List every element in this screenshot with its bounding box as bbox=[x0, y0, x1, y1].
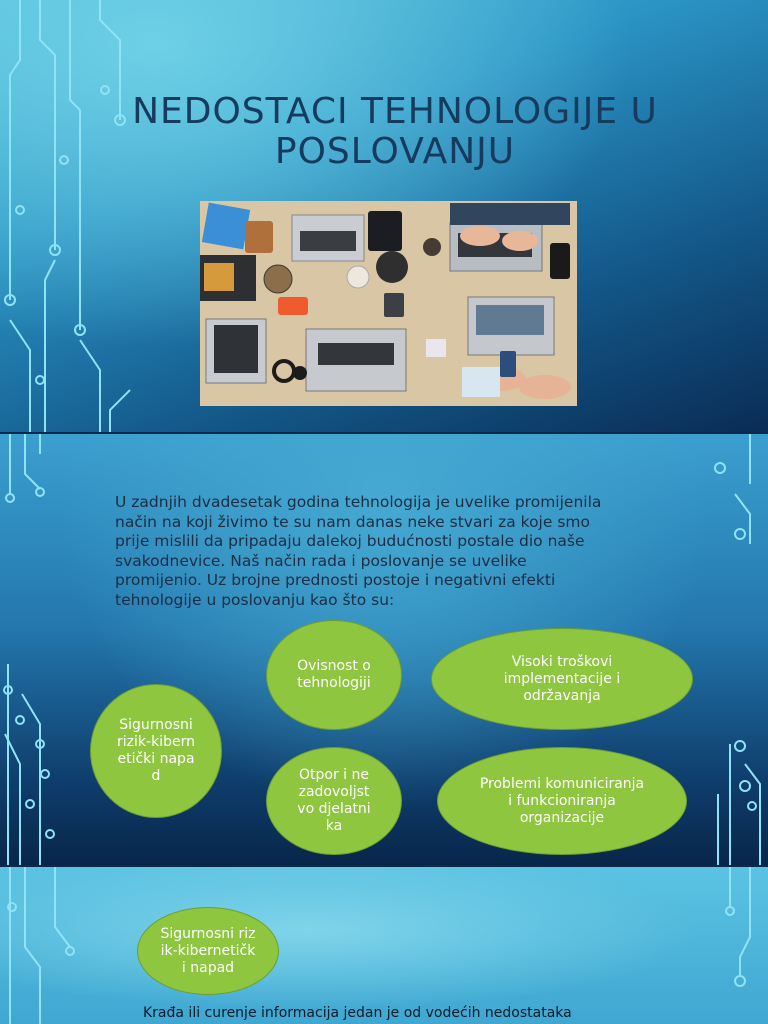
oval-security-repeat-label: Sigurnosni rizik-kibernetički napad bbox=[160, 925, 256, 976]
oval-dependency-label: Ovisnost o tehnologiji bbox=[297, 658, 371, 691]
oval-dependency bbox=[266, 620, 402, 730]
circuit-decoration-left bbox=[0, 434, 80, 865]
oval-communication bbox=[437, 747, 687, 855]
intro-paragraph: U zadnjih dvadesetak godina tehnologija je uvelike promijenila način na koji živimo te su nam danas neke stvari za koje smo prije mislili da pripadaju dalekoj budućnosti postale dio naše svakodnevice. Naš način rada i poslovanje se uvelike promijenio. Uz brojne prednosti postoje i negativni efekti tehnologije u poslovanju kao što su: bbox=[115, 493, 602, 609]
oval-security-label: Sigurnosni rizik-kibernetički napad bbox=[117, 717, 195, 784]
slide-2 bbox=[0, 434, 768, 865]
slide-1 bbox=[0, 0, 768, 432]
oval-communication-label: Problemi komuniciranja i funkcioniranja organizacije bbox=[479, 775, 645, 826]
oval-resistance bbox=[266, 747, 402, 855]
slide-title: NEDOSTACI TEHNOLOGIJE U POSLOVANJU bbox=[132, 91, 658, 172]
slide-3 bbox=[0, 867, 768, 1024]
oval-security bbox=[90, 684, 222, 818]
slide-3-text: Krađa ili curenje informacija jedan je od vodećih nedostataka bbox=[143, 1005, 572, 1021]
oval-costs-label: Visoki troškovi implementacije i održavanja bbox=[503, 653, 621, 704]
circuit-decoration-right bbox=[690, 434, 768, 865]
circuit-decoration-left bbox=[0, 0, 150, 432]
oval-security-repeat bbox=[137, 907, 279, 995]
circuit-decoration-right bbox=[700, 867, 768, 1024]
circuit-decoration-left bbox=[0, 867, 90, 1024]
oval-costs bbox=[431, 628, 693, 730]
office-desk-photo bbox=[200, 201, 577, 406]
oval-resistance-label: Otpor i nezadovoljstvo djelatnika bbox=[297, 767, 371, 834]
